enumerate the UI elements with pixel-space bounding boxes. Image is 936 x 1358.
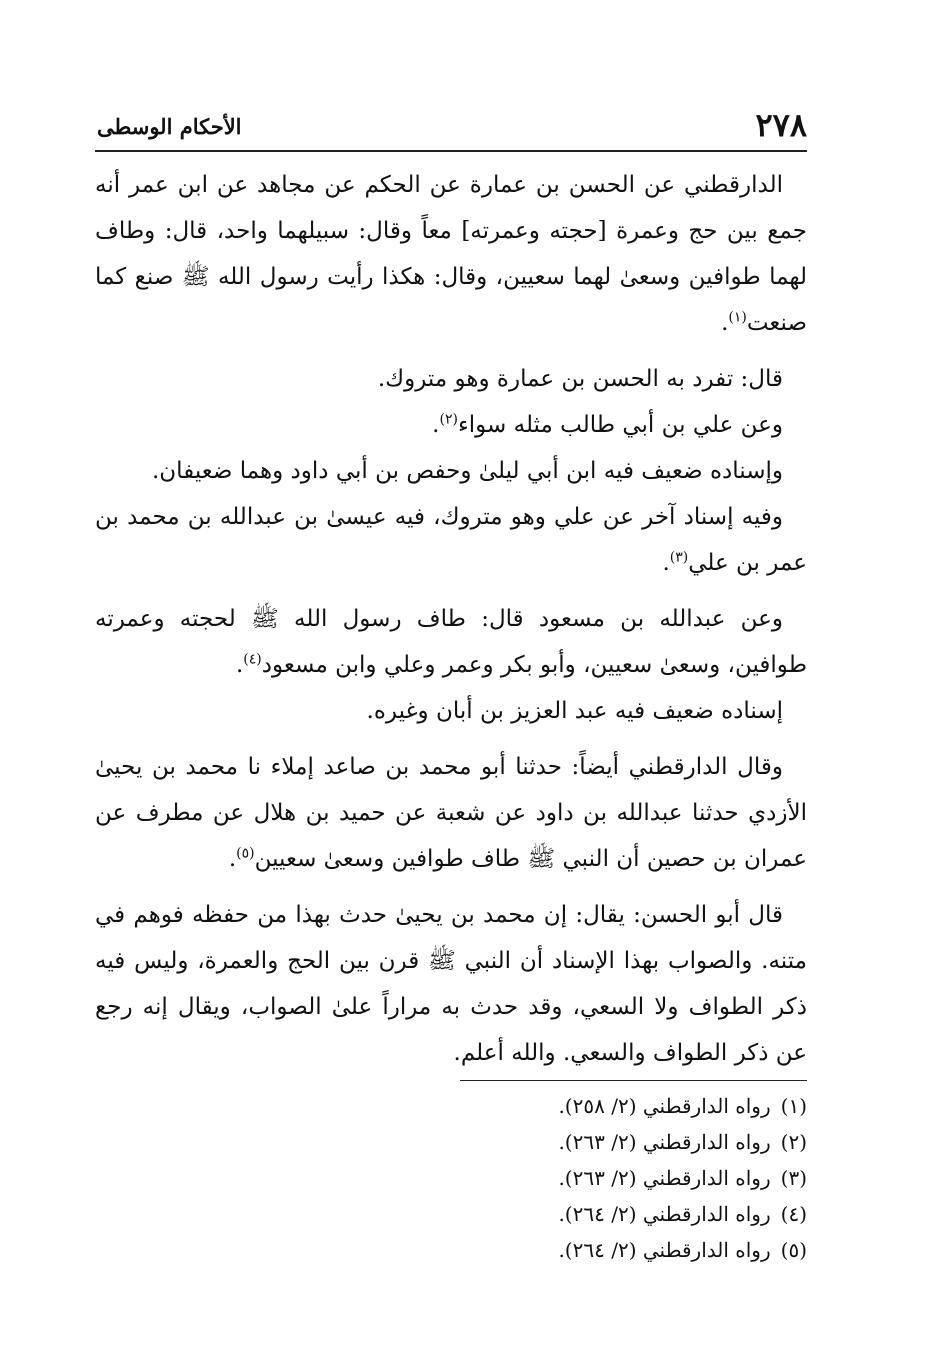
footnote-text: رواه الدارقطني (٢/ ٢٦٤). bbox=[558, 1202, 771, 1226]
main-text bbox=[95, 162, 807, 1086]
paragraph: وعن عبدالله بن مسعود قال: طاف رسول الله ﷺ لحجته وعمرته طوافين، وسعىٰ سعيين، وأبو بكر وعمر وعلي وابن مسعود$^{(٤)}$. bbox=[95, 606, 807, 678]
paragraph: إسناده ضعيف فيه عبد العزيز بن أبان وغيره. bbox=[366, 698, 783, 724]
header-divider bbox=[95, 150, 807, 152]
footnote bbox=[300, 1196, 807, 1232]
footnote-number: (٣) bbox=[780, 1166, 807, 1190]
footnote-number: (٢) bbox=[780, 1130, 807, 1154]
footnote bbox=[300, 1124, 807, 1160]
page-number: ٢٧٨ bbox=[755, 106, 807, 144]
paragraph: وفيه إسناد آخر عن علي وهو متروك، فيه عيسىٰ بن عبدالله بن محمد بن عمر بن علي$^{(٣)}$. bbox=[95, 504, 807, 576]
footnote-number: (٥) bbox=[780, 1238, 807, 1262]
footnote-ref: (٥) bbox=[236, 845, 255, 862]
paragraph: الدارقطني عن الحسن بن عمارة عن الحكم عن مجاهد عن ابن عمر أنه جمع بين حج وعمرة [حجته وعمرته] معاً وقال: سبيلهما واحد، قال: وطاف لهما طوافين وسعىٰ لهما سعيين، وقال: هكذا رأيت رسول الله ﷺ صنع كما صنعت$^{(١)}$. bbox=[95, 172, 807, 336]
paragraph: وعن علي بن أبي طالب مثله سواء$^{(٢)}$. bbox=[432, 411, 783, 438]
footnotes bbox=[300, 1088, 807, 1268]
footnote-text: رواه الدارقطني (٢/ ٢٥٨). bbox=[558, 1094, 771, 1118]
footnote-text: رواه الدارقطني (٢/ ٢٦٣). bbox=[558, 1166, 771, 1190]
footnote-ref: (٣) bbox=[669, 549, 689, 566]
footnote bbox=[300, 1160, 807, 1196]
footnote bbox=[300, 1088, 807, 1124]
paragraph: وإسناده ضعيف فيه ابن أبي ليلىٰ وحفص بن أبي داود وهما ضعيفان. bbox=[151, 458, 783, 484]
paragraph: قال أبو الحسن: يقال: إن محمد بن يحيىٰ حدث بهذا من حفظه فوهم في متنه. والصواب بهذا الإسناد أن النبي ﷺ قرن بين الحج والعمرة، وليس فيه ذكر الطواف ولا السعي، وقد حدث به مراراً علىٰ الصواب، ويقال إنه رجع عن ذكر الطواف والسعي. والله أعلم. bbox=[95, 902, 807, 1066]
footnote-number: (١) bbox=[780, 1094, 807, 1118]
footnote-ref: (٤) bbox=[243, 651, 262, 668]
running-title: الأحكام الوسطى bbox=[97, 114, 242, 139]
footnote bbox=[300, 1232, 807, 1268]
footnote-ref: (٢) bbox=[439, 411, 458, 428]
footnote-divider bbox=[460, 1080, 807, 1081]
footnote-text: رواه الدارقطني (٢/ ٢٦٤). bbox=[558, 1238, 771, 1262]
footnote-ref: (١) bbox=[728, 309, 747, 326]
page-header bbox=[95, 100, 807, 146]
footnote-text: رواه الدارقطني (٢/ ٢٦٣). bbox=[558, 1130, 771, 1154]
paragraph: وقال الدارقطني أيضاً: حدثنا أبو محمد بن صاعد إملاء نا محمد بن يحيىٰ الأزدي حدثنا عبدالله بن داود عن شعبة عن حميد بن هلال عن مطرف عن عمران بن حصين أن النبي ﷺ طاف طوافين وسعىٰ سعيين$^{(٥)}$. bbox=[95, 754, 807, 872]
footnote-number: (٤) bbox=[780, 1202, 807, 1226]
paragraph: قال: تفرد به الحسن بن عمارة وهو متروك. bbox=[377, 366, 783, 392]
